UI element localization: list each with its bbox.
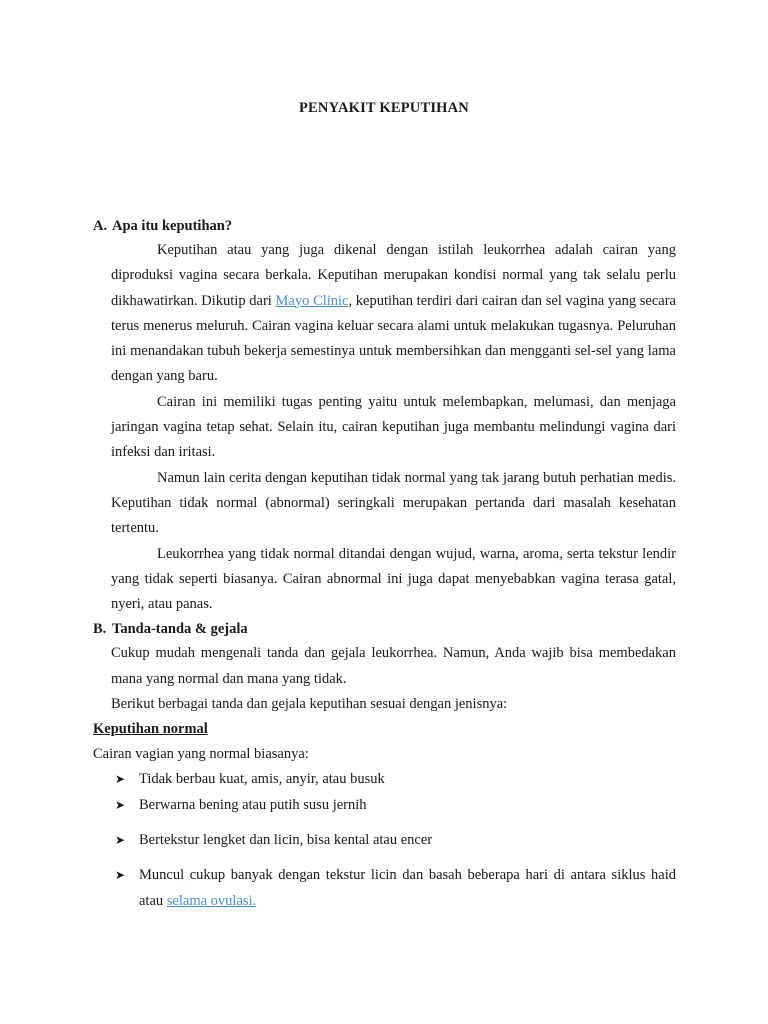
- section-a-letter: A.: [93, 218, 108, 234]
- list-item-text: Bertekstur lengket dan licin, bisa kental atau encer: [139, 831, 433, 848]
- paragraph-text: , keputihan terdiri dari cairan dan sel vagina yang secara terus menerus meluruh. Cairan vagina keluar secara alami untuk melakukan tugasnya. Peluruhan ini menandakan tubuh bekerja semestinya untuk membersihkan dan mengganti sel-sel yang lama dengan yang baru.: [111, 292, 676, 385]
- normal-intro: Cairan vagian yang normal biasanya:: [93, 746, 309, 763]
- list-item-text: Muncul cukup banyak dengan tekstur licin dan basah beberapa hari di antara siklus haid atau: [139, 867, 676, 909]
- list-item-text: Tidak berbau kuat, amis, anyir, atau busuk: [139, 771, 385, 788]
- normal-signs-list: [111, 767, 676, 913]
- document-body: [93, 214, 676, 914]
- list-item: [111, 767, 676, 792]
- page-title: PENYAKIT KEPUTIHAN: [299, 100, 469, 116]
- ovulation-link[interactable]: selama ovulasi.: [166, 892, 257, 909]
- section-a-heading: [93, 214, 676, 238]
- section-a-paragraph-4: Leukorrhea yang tidak normal ditandai dengan wujud, warna, aroma, serta tekstur lendir yang tidak seperti biasanya. Cairan abnormal ini juga dapat menyebabkan vagina terasa gatal, nyeri, atau panas.: [111, 545, 676, 613]
- section-b-paragraph-2: Berikut berbagai tanda dan gejala keputihan sesuai dengan jenisnya:: [111, 696, 508, 713]
- section-b-title: Tanda-tanda & gejala: [112, 621, 248, 638]
- paragraph-text: Keputihan atau yang juga dikenal dengan istilah leukorrhea adalah cairan yang diproduksi vagina secara berkala. Keputihan merupakan kondisi normal yang tak selalu perlu dikhawatirkan. Dikutip dari: [111, 242, 676, 309]
- arrow-bullet-icon: ➤: [115, 868, 126, 883]
- mayo-clinic-link[interactable]: Mayo Clinic: [275, 292, 349, 309]
- list-item: [111, 828, 676, 853]
- list-item-text: Berwarna bening atau putih susu jernih: [139, 796, 367, 813]
- section-a-paragraph-2: Cairan ini memiliki tugas penting yaitu untuk melembapkan, melumasi, dan menjaga jaringan vagina tetap sehat. Selain itu, cairan keputihan juga membantu melindungi vagina dari infeksi dan iritasi.: [111, 393, 676, 461]
- section-b-body: [111, 641, 676, 717]
- section-b-heading: [93, 617, 676, 641]
- arrow-bullet-icon: ➤: [115, 797, 126, 812]
- arrow-bullet-icon: ➤: [115, 772, 126, 787]
- section-a-paragraph-3: Namun lain cerita dengan keputihan tidak normal yang tak jarang butuh perhatian medis. Keputihan tidak normal (abnormal) seringkali merupakan pertanda dari masalah kesehatan tertentu.: [111, 469, 676, 537]
- section-a-paragraph-1: [111, 238, 676, 390]
- section-a-body: [111, 238, 676, 617]
- arrow-bullet-icon: ➤: [115, 832, 126, 847]
- section-b-paragraph-1: Cukup mudah mengenali tanda dan gejala leukorrhea. Namun, Anda wajib bisa membedakan mana yang normal dan mana yang tidak.: [111, 645, 676, 687]
- list-item: [111, 863, 676, 914]
- section-b-letter: B.: [93, 621, 107, 638]
- normal-subheading: Keputihan normal: [93, 721, 208, 738]
- list-item: [111, 793, 676, 818]
- section-a-title: Apa itu keputihan?: [112, 218, 233, 234]
